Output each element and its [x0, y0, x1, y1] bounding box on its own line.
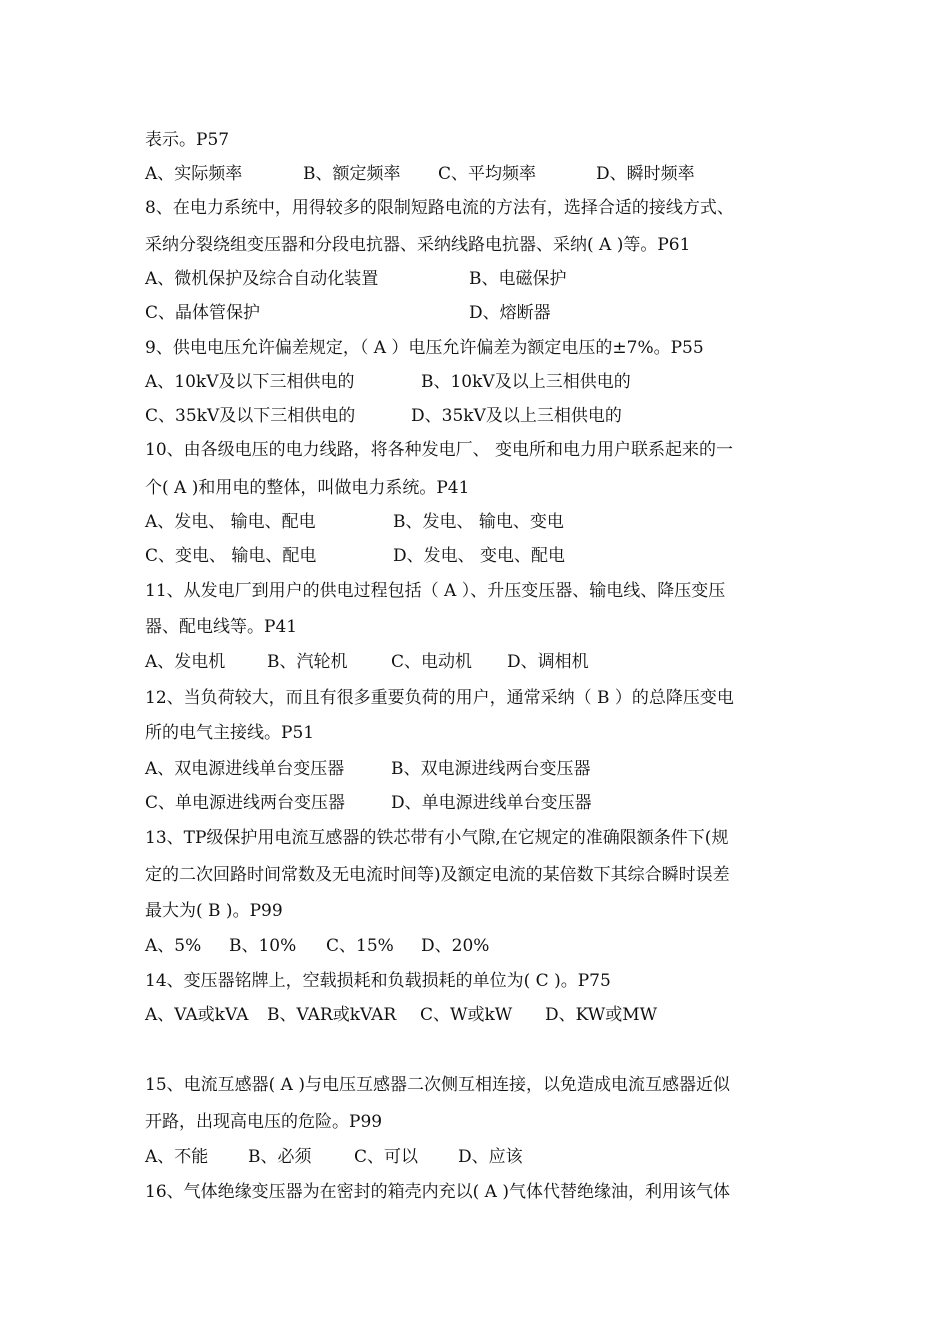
option-d: D、瞬时频率: [596, 164, 695, 184]
option-a: A、发电、 输电、配电: [145, 512, 316, 532]
text-line: 表示。P57: [145, 130, 230, 150]
option-c: C、单电源进线两台变压器: [145, 793, 346, 813]
option-c: C、W或kW: [420, 1005, 513, 1025]
question-15: 15、电流互感器( A )与电压互感器二次侧互相连接，以免造成电流互感器近似: [145, 1075, 730, 1095]
option-a: A、10kV及以下三相供电的: [145, 372, 355, 392]
option-b: B、必须: [248, 1147, 312, 1167]
option-a: A、双电源进线单台变压器: [145, 759, 345, 779]
options-q10-cd: [145, 544, 565, 568]
question-13: 13、TP级保护用电流互感器的铁芯带有小气隙,在它规定的准确限额条件下(规: [145, 828, 729, 848]
option-b: B、汽轮机: [267, 652, 348, 672]
options-q9-ab: [145, 370, 631, 394]
option-c: C、电动机: [391, 652, 473, 672]
options-q12-cd: [145, 791, 592, 815]
option-d: D、KW或MW: [545, 1005, 658, 1025]
options-q9-cd: [145, 404, 622, 428]
question-12: 12、当负荷较大，而且有很多重要负荷的用户，通常采纳（ B ）的总降压变电: [145, 688, 734, 708]
option-a: A、5%: [145, 936, 202, 956]
option-d: D、35kV及以上三相供电的: [411, 406, 622, 426]
option-a: A、微机保护及综合自动化装置: [145, 269, 379, 289]
option-b: B、双电源进线两台变压器: [391, 759, 591, 779]
option-b: B、发电、 输电、变电: [393, 512, 564, 532]
text-line: 最大为( B )。P99: [145, 901, 283, 921]
options-q13: [145, 934, 489, 958]
option-d: D、20%: [421, 936, 490, 956]
option-d: D、单电源进线单台变压器: [391, 793, 592, 813]
options-q14: [145, 1003, 657, 1027]
option-b: B、电磁保护: [469, 269, 567, 289]
option-a: A、不能: [145, 1147, 209, 1167]
option-c: C、晶体管保护: [145, 303, 261, 323]
text-line: 采纳分裂绕组变压器和分段电抗器、采纳线路电抗器、采纳( A )等。P61: [145, 235, 691, 255]
text-line: 开路，出现高电压的危险。P99: [145, 1112, 383, 1132]
option-c: C、变电、 输电、配电: [145, 546, 317, 566]
text-line: 所的电气主接线。P51: [145, 723, 315, 743]
options-q12-ab: [145, 757, 591, 781]
option-b: B、VAR或kVAR: [267, 1005, 397, 1025]
option-d: D、发电、 变电、配电: [393, 546, 566, 566]
text-line: 定的二次回路时间常数及无电流时间等)及额定电流的某倍数下其综合瞬时误差: [145, 865, 730, 885]
question-9: 9、供电电压允许偏差规定，（ A ）电压允许偏差为额定电压的±7%。P55: [145, 338, 704, 358]
options-q8: [145, 267, 567, 291]
option-c: C、平均频率: [438, 164, 537, 184]
text-line: 器、配电线等。P41: [145, 617, 298, 637]
option-a: A、发电机: [145, 652, 226, 672]
option-a: A、实际频率: [145, 164, 243, 184]
options-q11: [145, 650, 589, 674]
text-line: 个( A )和用电的整体，叫做电力系统。P41: [145, 478, 470, 498]
option-b: B、10kV及以上三相供电的: [421, 372, 631, 392]
option-d: D、熔断器: [469, 303, 551, 323]
option-a: A、VA或kVA: [145, 1005, 249, 1025]
option-d: D、应该: [458, 1147, 523, 1167]
question-10: 10、由各级电压的电力线路，将各种发电厂、 变电所和电力用户联系起来的一: [145, 440, 734, 460]
options-q8-cd: [145, 301, 551, 325]
options-q10-ab: [145, 510, 564, 534]
question-11: 11、从发电厂到用户的供电过程包括（ A ）、升压变压器、输电线、降压变压: [145, 581, 726, 601]
option-c: C、15%: [326, 936, 394, 956]
options-q15: [145, 1145, 523, 1169]
option-d: D、调相机: [507, 652, 589, 672]
question-14: 14、变压器铭牌上，空载损耗和负载损耗的单位为( C )。P75: [145, 971, 611, 991]
option-c: C、35kV及以下三相供电的: [145, 406, 356, 426]
option-c: C、可以: [354, 1147, 419, 1167]
question-8: 8、在电力系统中，用得较多的限制短路电流的方法有，选择合适的接线方式、: [145, 198, 734, 218]
option-b: B、10%: [229, 936, 297, 956]
options-q7: [145, 162, 695, 186]
option-b: B、额定频率: [303, 164, 401, 184]
question-16: 16、气体绝缘变压器为在密封的箱壳内充以( A )气体代替绝缘油，利用该气体: [145, 1182, 730, 1202]
